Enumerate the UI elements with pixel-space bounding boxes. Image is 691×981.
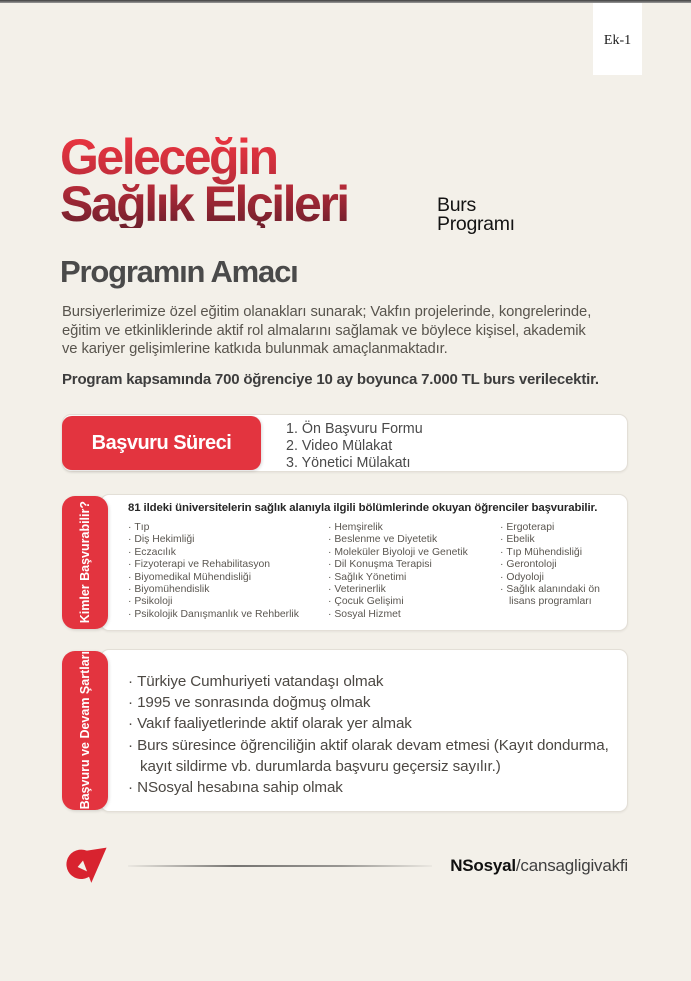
brand-name: NSosyal — [450, 856, 516, 875]
eligibility-item: · Ergoterapi — [500, 522, 624, 534]
eligibility-item: · Tıp Mühendisliği — [500, 547, 624, 559]
eligibility-item: · Sağlık alanındaki ön lisans programları — [500, 584, 624, 609]
eligibility-item: · Beslenme ve Diyetetik — [328, 534, 500, 546]
page-title — [60, 129, 348, 232]
requirements-tab-label: Başvuru ve Devam Şartları — [78, 651, 92, 810]
purpose-paragraph: Bursiyerlerimize özel eğitim olanakları sunarak; Vakfın projelerinde, kongrelerinde, eğitim ve etkinliklerinde aktif rol almalarını sağlamak ve böylece kişisel, akademik ve kariyer gelişimlerine katkıda bulunmak amaçlanmaktadır. — [62, 304, 592, 358]
eligibility-header: 81 ildeki üniversitelerin sağlık alanıyla ilgili bölümlerinde okuyan öğrenciler başvurabilir. — [128, 502, 598, 514]
step-item: 1. Ön Başvuru Formu — [286, 421, 423, 437]
footer — [62, 840, 628, 892]
eligibility-item: · Eczacılık — [128, 547, 326, 559]
eligibility-tab — [62, 496, 108, 629]
eligibility-column-2 — [328, 522, 500, 621]
application-steps — [286, 421, 423, 472]
eligibility-item: · Gerontoloji — [500, 559, 624, 571]
eligibility-item: · Fizyoterapi ve Rehabilitasyon — [128, 559, 326, 571]
eligibility-column-1 — [128, 522, 326, 621]
requirements-tab — [62, 651, 108, 810]
eligibility-item: · Moleküler Biyoloji ve Genetik — [328, 547, 500, 559]
title-line-2: Sağlık Elçileri — [60, 176, 348, 232]
attachment-label: Ek-1 — [603, 33, 632, 48]
requirement-item: · 1995 ve sonrasında doğmuş olmak — [128, 692, 622, 713]
eligibility-item: · Odyoloji — [500, 572, 624, 584]
can-sagligi-vakfi-logo-icon — [62, 846, 108, 886]
eligibility-item: · Biyomühendislik — [128, 584, 326, 596]
application-process-tab — [62, 416, 261, 470]
eligibility-item: · Çocuk Gelişimi — [328, 596, 500, 608]
footer-divider-line — [128, 865, 432, 867]
scholarship-highlight: Program kapsamında 700 öğrenciye 10 ay boyunca 7.000 TL burs verilecektir. — [62, 371, 599, 388]
section-heading-purpose: Programın Amacı — [60, 254, 298, 289]
eligibility-item: · Sağlık Yönetimi — [328, 572, 500, 584]
application-process-card — [62, 414, 628, 472]
eligibility-card — [62, 494, 628, 631]
eligibility-item: · Diş Hekimliği — [128, 534, 326, 546]
brand-handle: /cansagligivakfi — [515, 856, 628, 875]
program-type-line-1: Burs — [437, 194, 476, 216]
eligibility-item: · Hemşirelik — [328, 522, 500, 534]
eligibility-item: · Biyomedikal Mühendisliği — [128, 572, 326, 584]
requirements-list — [128, 671, 622, 798]
requirement-item: · Burs süresince öğrenciliğin aktif olarak devam etmesi (Kayıt dondurma, kayıt sildirme vb. durumlarda başvuru geçersiz sayılır.) — [128, 735, 622, 777]
attachment-label-box — [593, 3, 642, 75]
application-process-tab-label: Başvuru Süreci — [91, 431, 232, 454]
eligibility-tab-label: Kimler Başvurabilir? — [78, 501, 92, 624]
requirement-item: · NSosyal hesabına sahip olmak — [128, 777, 622, 798]
eligibility-item: · Tıp — [128, 522, 326, 534]
program-type-line-2: Programı — [437, 213, 515, 235]
eligibility-item: · Sosyal Hizmet — [328, 609, 500, 621]
requirement-item: · Vakıf faaliyetlerinde aktif olarak yer almak — [128, 713, 622, 734]
title-line-1: Geleceğin — [60, 129, 277, 185]
eligibility-item: · Psikoloji — [128, 596, 326, 608]
step-item: 3. Yönetici Mülakatı — [286, 455, 411, 471]
step-item: 2. Video Mülakat — [286, 438, 393, 454]
eligibility-item: · Ebelik — [500, 534, 624, 546]
brand-text — [450, 856, 628, 876]
requirements-card — [62, 649, 628, 812]
program-type-label — [437, 196, 515, 234]
eligibility-column-3 — [500, 522, 624, 609]
scan-edge-line — [0, 0, 691, 3]
eligibility-item: · Dil Konuşma Terapisi — [328, 559, 500, 571]
eligibility-item: · Veterinerlik — [328, 584, 500, 596]
requirement-item: · Türkiye Cumhuriyeti vatandaşı olmak — [128, 671, 622, 692]
eligibility-item: · Psikolojik Danışmanlık ve Rehberlik — [128, 609, 326, 621]
